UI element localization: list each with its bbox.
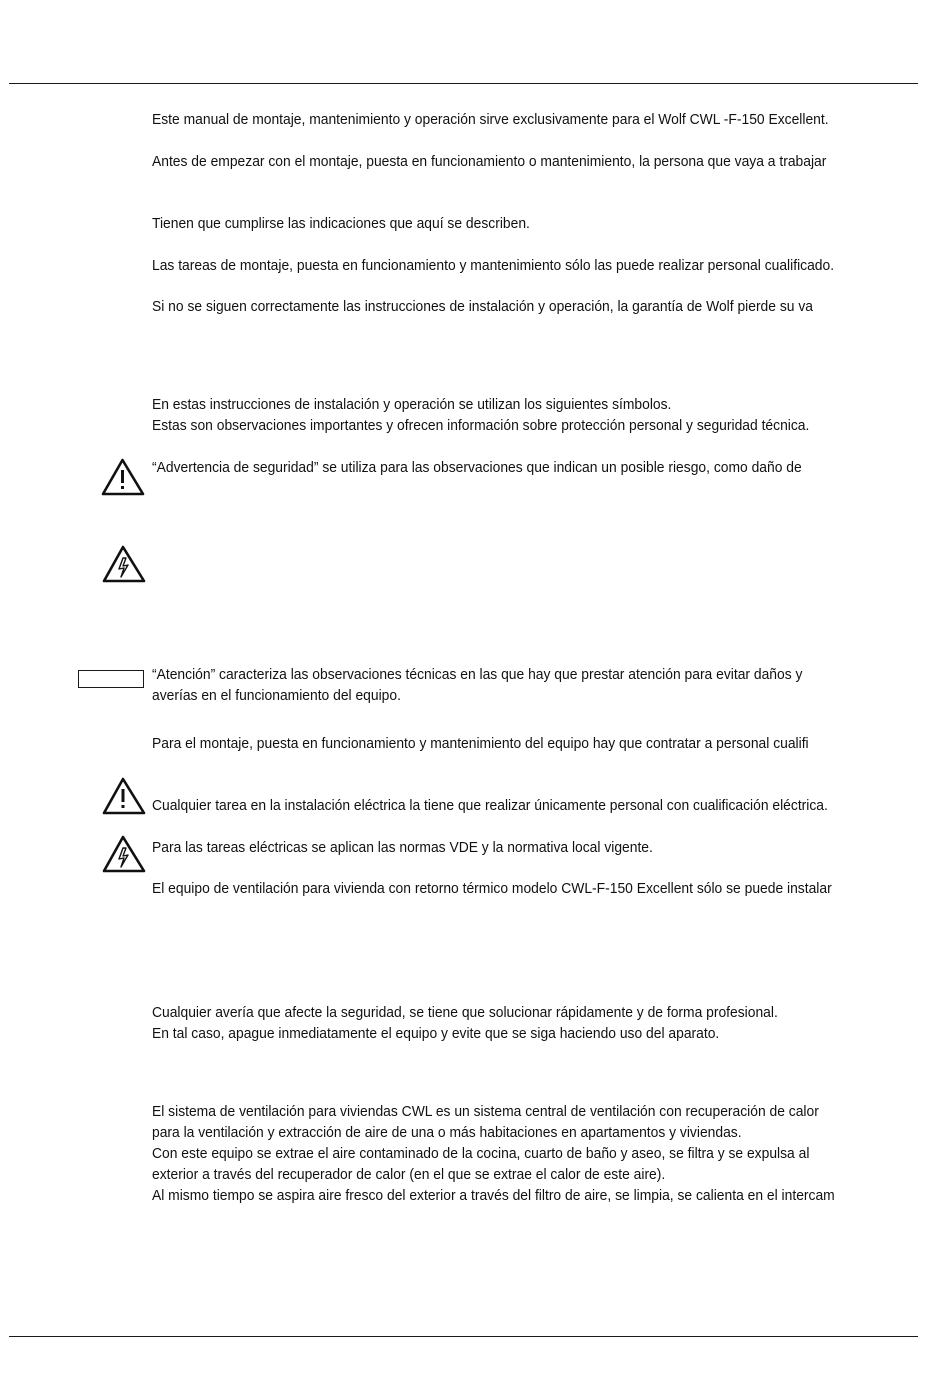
electrical-work-paragraph: Cualquier tarea en la instalación eléctrica la tiene que realizar únicamente personal con cualificación eléctrica.	[152, 798, 828, 814]
system-description-line5: Al mismo tiempo se aspira aire fresco del exterior a través del filtro de aire, se limpia, se calienta en el intercam	[152, 1188, 835, 1204]
electrical-hazard-icon	[101, 544, 147, 584]
warranty-paragraph: Si no se siguen correctamente las instrucciones de instalación y operación, la garantía de Wolf pierde su va	[152, 299, 813, 315]
electrical-hazard-icon	[101, 834, 147, 874]
fault-handling-line1: Cualquier avería que afecte la seguridad, se tiene que solucionar rápidamente y de forma profesional.	[152, 1005, 778, 1021]
warning-exclamation-icon	[101, 776, 147, 816]
footer-rule	[9, 1336, 918, 1337]
attention-box	[78, 670, 144, 688]
qualified-personnel-paragraph: Las tareas de montaje, puesta en funcionamiento y mantenimiento sólo las puede realizar personal cualificado.	[152, 258, 835, 274]
compliance-paragraph: Tienen que cumplirse las indicaciones que aquí se describen.	[152, 216, 530, 232]
system-description-line2: para la ventilación y extracción de aire de una o más habitaciones en apartamentos y viviendas.	[152, 1125, 742, 1141]
symbols-importance-line: Estas son observaciones importantes y ofrecen información sobre protección personal y seguridad técnica.	[152, 418, 810, 434]
system-description-line1: El sistema de ventilación para viviendas CWL es un sistema central de ventilación con recuperación de calor	[152, 1104, 819, 1120]
attention-paragraph-line2: averías en el funcionamiento del equipo.	[152, 688, 401, 704]
system-description-line3: Con este equipo se extrae el aire contaminado de la cocina, cuarto de baño y aseo, se filtra y se expulsa al	[152, 1146, 810, 1162]
prerequisite-paragraph: Antes de empezar con el montaje, puesta en funcionamiento o mantenimiento, la persona que vaya a trabajar	[152, 154, 827, 170]
fault-handling-line2: En tal caso, apague inmediatamente el equipo y evite que se siga haciendo uso del aparato.	[152, 1026, 720, 1042]
vde-norms-paragraph: Para las tareas eléctricas se aplican las normas VDE y la normativa local vigente.	[152, 840, 653, 856]
header-rule	[9, 83, 918, 84]
warning-exclamation-icon	[101, 457, 147, 497]
intro-paragraph: Este manual de montaje, mantenimiento y operación sirve exclusivamente para el Wolf CWL -F-150 Excellent.	[152, 112, 829, 128]
safety-warning-paragraph: “Advertencia de seguridad” se utiliza para las observaciones que indican un posible riesgo, como daño de	[152, 460, 802, 476]
installation-restriction-paragraph: El equipo de ventilación para vivienda con retorno térmico modelo CWL-F-150 Excellent sólo se puede instalar	[152, 881, 832, 897]
attention-paragraph-line1: “Atención” caracteriza las observaciones técnicas en las que hay que prestar atención para evitar daños y	[152, 667, 803, 683]
system-description-line4: exterior a través del recuperador de calor (en el que se extrae el calor de este aire).	[152, 1167, 666, 1183]
qualified-staff-paragraph: Para el montaje, puesta en funcionamiento y mantenimiento del equipo hay que contratar a personal cualifi	[152, 736, 809, 752]
symbols-intro-line: En estas instrucciones de instalación y operación se utilizan los siguientes símbolos.	[152, 397, 672, 413]
